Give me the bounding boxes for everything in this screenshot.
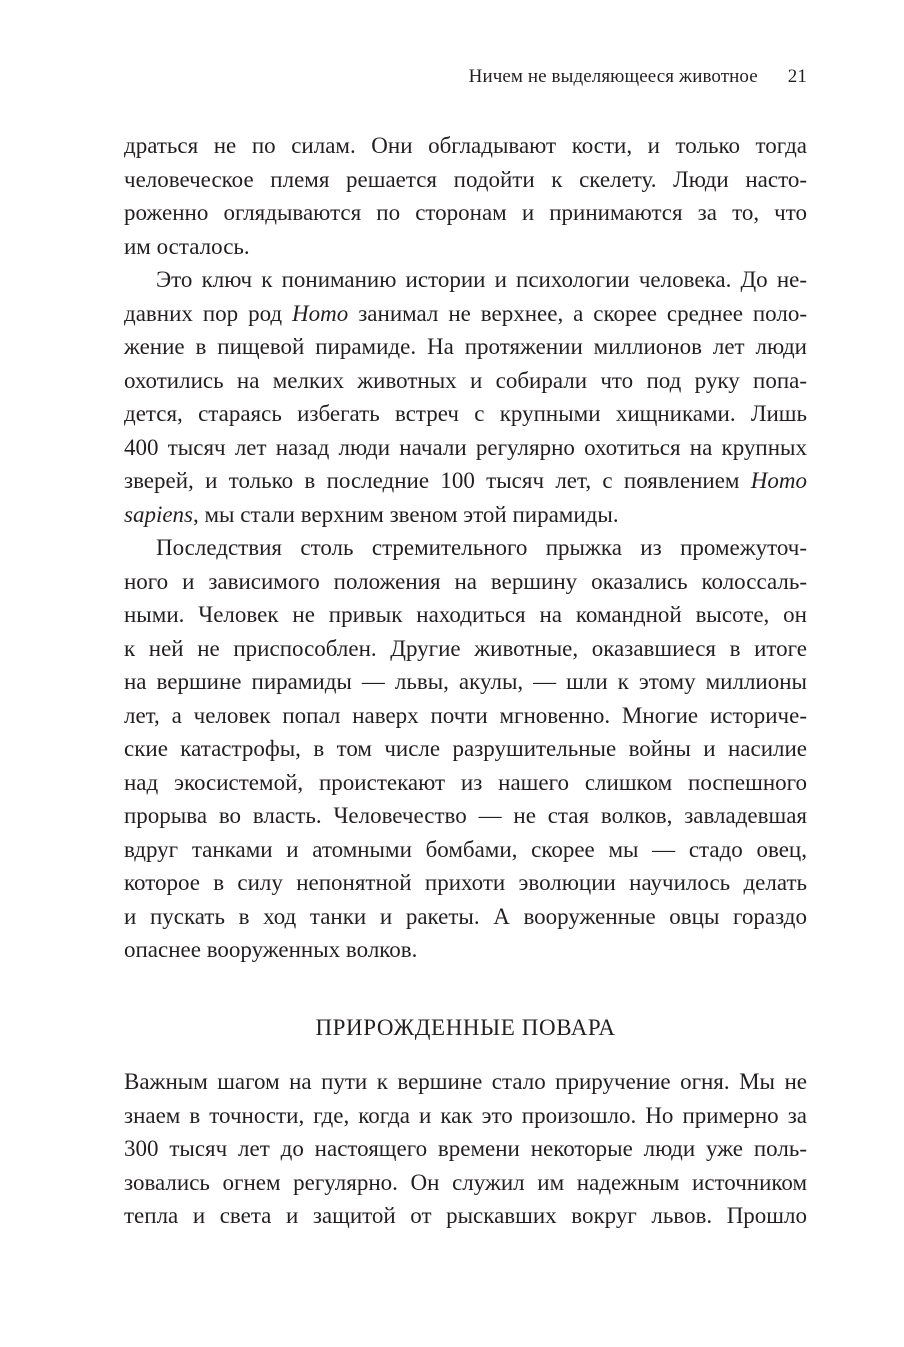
text-run: дется, стараясь избегать встреч с крупными хищниками. Лишь (124, 401, 807, 426)
text-run: Это ключ к пониманию истории и психологии человека. До не- (156, 267, 807, 292)
paragraph-1 (124, 129, 807, 263)
text-run: , мы стали верхним звеном этой пирамиды. (193, 501, 619, 527)
text-line (124, 699, 807, 733)
text-line (124, 364, 807, 398)
italic-term: Homo (292, 300, 349, 326)
text-run: лет, а человек попал наверх почти мгновенно. Многие историче- (124, 702, 807, 728)
text-run: ными. Человек не привык находиться на командной высоте, он (124, 602, 807, 627)
text-run: ские катастрофы, в том числе разрушительные войны и насилие (124, 736, 807, 761)
text-line (124, 799, 807, 833)
text-run: человеческое племя решается подойти к скелету. Люди насто- (124, 166, 807, 192)
text-line (124, 833, 807, 867)
running-head (124, 66, 807, 96)
text-run: Последствия столь стремительного прыжка из промежуточ- (156, 535, 807, 560)
text-run: занимал не верхнее, а скорее среднее поло- (348, 300, 807, 326)
text-line (124, 464, 807, 498)
text-line (124, 230, 807, 264)
text-line (124, 665, 807, 699)
text-run: прорыва во власть. Человечество — не стая волков, завладевшая (124, 803, 807, 828)
text-run: ного и зависимого положения на вершину оказались колоссаль- (124, 568, 807, 594)
text-line (124, 431, 807, 465)
text-run: Важным шагом на пути к вершине стало приручение огня. Мы не (124, 1069, 807, 1094)
text-line (124, 1132, 807, 1166)
text-run: 300 тысяч лет до настоящего времени некоторые люди уже поль- (124, 1136, 807, 1161)
paragraph-4 (124, 1065, 807, 1233)
text-run: 400 тысяч лет назад люди начали регулярно охотиться на крупных (124, 434, 807, 460)
text-run: роженно оглядываются по сторонам и принимаются за то, что (124, 200, 807, 225)
text-run: вдруг танками и атомными бомбами, скорее мы — стадо овец, (124, 836, 807, 862)
text-run: зверей, и только в последние 100 тысяч лет, с появлением (124, 468, 751, 493)
text-line (124, 565, 807, 599)
text-line (124, 498, 807, 532)
italic-term: Homo (750, 468, 807, 493)
text-line (124, 598, 807, 632)
text-run: опаснее вооруженных волков. (124, 937, 418, 962)
text-run: им осталось. (124, 233, 250, 259)
text-line (124, 1099, 807, 1133)
text-line (124, 1166, 807, 1200)
text-line (124, 1065, 807, 1099)
text-line (124, 397, 807, 431)
paragraph-2 (124, 263, 807, 531)
text-run: зовались огнем регулярно. Он служил им надежным источником (124, 1169, 807, 1195)
text-line (124, 330, 807, 364)
text-run: которое в силу непонятной прихоти эволюции научилось делать (124, 870, 807, 895)
text-run: на вершине пирамиды — львы, акулы, — шли к этому миллионы (124, 669, 807, 694)
text-run: жение в пищевой пирамиде. На протяжении миллионов лет люди (124, 334, 807, 359)
text-line (124, 297, 807, 331)
text-line (124, 632, 807, 666)
text-line (124, 196, 807, 230)
page-number: 21 (787, 66, 807, 87)
text-run: к ней не приспособлен. Другие животные, оказавшиеся в итоге (124, 635, 807, 661)
text-run: давних пор род (124, 300, 293, 326)
text-run: охотились на мелких животных и собирали что под руку попа- (124, 367, 807, 393)
italic-term: sapiens (124, 501, 193, 527)
text-line (124, 766, 807, 800)
text-line (124, 732, 807, 766)
text-line (124, 933, 807, 967)
text-line (124, 900, 807, 934)
text-line (124, 129, 807, 163)
text-line (124, 531, 807, 565)
text-line (124, 163, 807, 197)
section-title: ПРИРОЖДЕННЫЕ ПОВАРА (315, 1015, 616, 1040)
text-run: над экосистемой, проистекают из нашего слишком поспешного (124, 769, 807, 795)
text-run: драться не по силам. Они обгладывают кости, и только тогда (124, 133, 807, 158)
text-line (124, 866, 807, 900)
text-run: тепла и света и защитой от рыскавших вокруг львов. Прошло (124, 1203, 807, 1228)
text-line (124, 1199, 807, 1233)
text-run: и пускать в ход танки и ракеты. А вооруженные овцы гораздо (124, 903, 807, 929)
text-line (124, 263, 807, 297)
text-run: знаем в точности, где, когда и как это произошло. Но примерно за (124, 1102, 807, 1128)
paragraph-3 (124, 531, 807, 967)
running-title: Ничем не выделяющееся животное (468, 66, 758, 87)
